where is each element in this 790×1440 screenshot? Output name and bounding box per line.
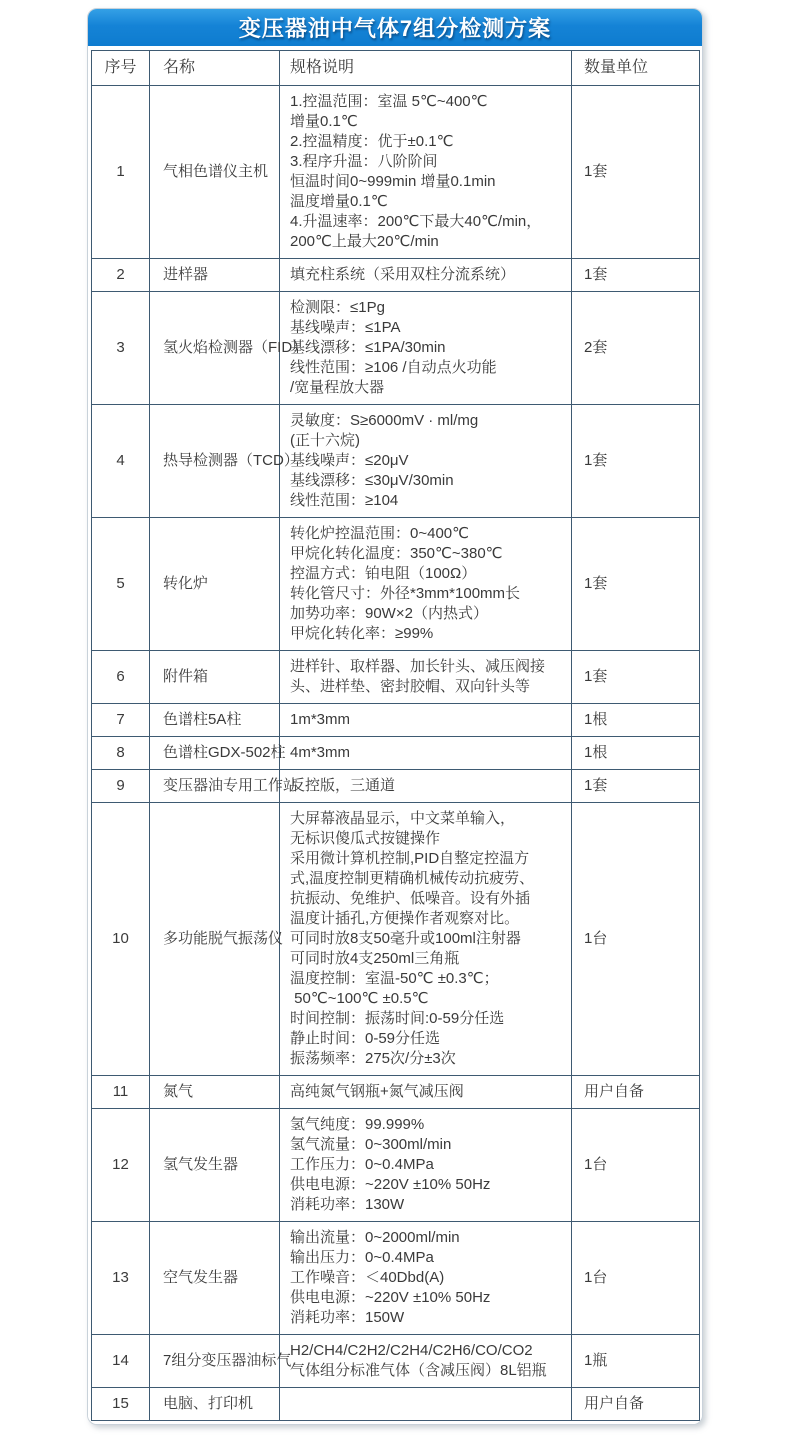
row-number-cell: 14 bbox=[92, 1335, 150, 1388]
row-number-cell: 6 bbox=[92, 651, 150, 704]
spec-line: 工作压力：0~0.4MPa bbox=[290, 1156, 434, 1173]
quantity-cell: 1套 bbox=[572, 259, 700, 292]
table-row bbox=[92, 737, 700, 770]
item-name-cell: 7组分变压器油标气 bbox=[150, 1335, 280, 1388]
spec-line: 氢气流量：0~300ml/min bbox=[290, 1136, 452, 1153]
spec-cell bbox=[280, 704, 572, 737]
spec-line: 恒温时间0~999min 增量0.1min bbox=[290, 173, 496, 190]
spec-line: 控温方式：铂电阻（100Ω） bbox=[290, 565, 477, 582]
table-row bbox=[92, 1335, 700, 1388]
spec-line: 检测限：≤1Pg bbox=[290, 299, 385, 316]
row-number-cell: 11 bbox=[92, 1076, 150, 1109]
table-row bbox=[92, 704, 700, 737]
spec-line: 工作噪音：＜40Dbd(A) bbox=[290, 1269, 445, 1286]
quantity-cell: 1根 bbox=[572, 704, 700, 737]
spec-line: 温度控制：室温-50℃ ±0.3℃； bbox=[290, 970, 499, 987]
item-name-cell: 附件箱 bbox=[150, 651, 280, 704]
spec-cell bbox=[280, 405, 572, 518]
spec-cell bbox=[280, 259, 572, 292]
item-name-cell: 变压器油专用工作站 bbox=[150, 770, 280, 803]
spec-cell bbox=[280, 86, 572, 259]
col-header-no: 序号 bbox=[92, 51, 150, 86]
table-wrapper bbox=[88, 46, 702, 1424]
item-name-cell: 空气发生器 bbox=[150, 1222, 280, 1335]
item-name-cell: 氮气 bbox=[150, 1076, 280, 1109]
spec-cell bbox=[280, 803, 572, 1076]
spec-line: 线性范围：≥104 bbox=[290, 492, 399, 509]
col-header-spec: 规格说明 bbox=[280, 51, 572, 86]
spec-line: 50℃~100℃ ±0.5℃ bbox=[290, 990, 429, 1007]
quantity-cell: 1台 bbox=[572, 803, 700, 1076]
spec-cell bbox=[280, 1388, 572, 1421]
spec-line: 供电电源：~220V ±10% 50Hz bbox=[290, 1289, 491, 1306]
item-name-cell: 进样器 bbox=[150, 259, 280, 292]
spec-line: (正十六烷) bbox=[290, 432, 360, 449]
item-name-cell: 气相色谱仪主机 bbox=[150, 86, 280, 259]
spec-line: 振荡频率：275次/分±3次 bbox=[290, 1050, 456, 1067]
quantity-cell: 用户自备 bbox=[572, 1076, 700, 1109]
spec-table-card bbox=[87, 8, 703, 1425]
quantity-cell: 1根 bbox=[572, 737, 700, 770]
spec-line: /宽量程放大器 bbox=[290, 379, 385, 396]
spec-line: 灵敏度：S≥6000mV · ml/mg bbox=[290, 412, 479, 429]
row-number-cell: 15 bbox=[92, 1388, 150, 1421]
header-row bbox=[92, 51, 700, 86]
col-header-qty: 数量单位 bbox=[572, 51, 700, 86]
row-number-cell: 12 bbox=[92, 1109, 150, 1222]
quantity-cell: 1套 bbox=[572, 651, 700, 704]
spec-line: 大屏幕液晶显示，中文菜单输入， bbox=[290, 810, 516, 827]
item-name-cell: 氢火焰检测器（FID） bbox=[150, 292, 280, 405]
table-row bbox=[92, 405, 700, 518]
spec-line: 可同时放8支50毫升或100ml注射器 bbox=[290, 930, 521, 947]
item-name-cell: 色谱柱5A柱 bbox=[150, 704, 280, 737]
spec-line: 转化炉控温范围：0~400℃ bbox=[290, 525, 469, 542]
spec-cell bbox=[280, 1109, 572, 1222]
spec-line: 填充柱系统（采用双柱分流系统） bbox=[290, 266, 516, 283]
spec-line: 加势功率：90W×2（内热式） bbox=[290, 605, 488, 622]
spec-line: 反控版，三通道 bbox=[290, 777, 396, 794]
table-row bbox=[92, 651, 700, 704]
spec-line: 采用微计算机控制,PID自整定控温方 bbox=[290, 850, 530, 867]
spec-cell bbox=[280, 770, 572, 803]
spec-line: 基线噪声：≤20μV bbox=[290, 452, 409, 469]
spec-line: 消耗功率：130W bbox=[290, 1196, 405, 1213]
item-name-cell: 氢气发生器 bbox=[150, 1109, 280, 1222]
table-row bbox=[92, 803, 700, 1076]
spec-line: 静止时间：0-59分任选 bbox=[290, 1030, 441, 1047]
table-row bbox=[92, 259, 700, 292]
spec-line: 输出流量：0~2000ml/min bbox=[290, 1229, 460, 1246]
spec-line: 甲烷化转化温度：350℃~380℃ bbox=[290, 545, 503, 562]
spec-line: 甲烷化转化率：≥99% bbox=[290, 625, 434, 642]
spec-line: 1.控温范围：室温 5℃~400℃ bbox=[290, 93, 488, 110]
item-name-cell: 转化炉 bbox=[150, 518, 280, 651]
quantity-cell: 1瓶 bbox=[572, 1335, 700, 1388]
spec-table bbox=[91, 50, 700, 1421]
spec-line: 线性范围：≥106 /自动点火功能 bbox=[290, 359, 497, 376]
table-row bbox=[92, 518, 700, 651]
spec-line: 基线漂移：≤1PA/30min bbox=[290, 339, 446, 356]
spec-line: 基线漂移：≤30μV/30min bbox=[290, 472, 454, 489]
spec-cell bbox=[280, 737, 572, 770]
quantity-cell: 用户自备 bbox=[572, 1388, 700, 1421]
row-number-cell: 1 bbox=[92, 86, 150, 259]
row-number-cell: 3 bbox=[92, 292, 150, 405]
spec-line: 温度计插孔,方便操作者观察对比。 bbox=[290, 910, 520, 927]
spec-line: 抗振动、免维护、低噪音。设有外插 bbox=[290, 890, 531, 907]
row-number-cell: 5 bbox=[92, 518, 150, 651]
table-row bbox=[92, 86, 700, 259]
spec-cell bbox=[280, 1076, 572, 1109]
spec-line: 200℃上最大20℃/min bbox=[290, 233, 439, 250]
item-name-cell: 热导检测器（TCD） bbox=[150, 405, 280, 518]
spec-line: 头、进样垫、密封胶帽、双向针头等 bbox=[290, 678, 531, 695]
item-name-cell: 色谱柱GDX-502柱 bbox=[150, 737, 280, 770]
row-number-cell: 9 bbox=[92, 770, 150, 803]
spec-line: 温度增量0.1℃ bbox=[290, 193, 388, 210]
quantity-cell: 2套 bbox=[572, 292, 700, 405]
spec-line: 式,温度控制更精确机械传动抗疲劳、 bbox=[290, 870, 535, 887]
item-name-cell: 多功能脱气振荡仪 bbox=[150, 803, 280, 1076]
spec-line: 增量0.1℃ bbox=[290, 113, 358, 130]
spec-cell bbox=[280, 518, 572, 651]
spec-cell bbox=[280, 1335, 572, 1388]
quantity-cell: 1台 bbox=[572, 1222, 700, 1335]
spec-line: 无标识傻瓜式按键操作 bbox=[290, 830, 441, 847]
row-number-cell: 8 bbox=[92, 737, 150, 770]
col-header-name: 名称 bbox=[150, 51, 280, 86]
spec-line: 消耗功率：150W bbox=[290, 1309, 405, 1326]
spec-line: 气体组分标准气体（含减压阀）8L铝瓶 bbox=[290, 1362, 547, 1379]
page-title: 变压器油中气体7组分检测方案 bbox=[238, 16, 552, 41]
spec-line: 氢气纯度：99.999% bbox=[290, 1116, 425, 1133]
table-row bbox=[92, 1109, 700, 1222]
spec-line: 高纯氮气钢瓶+氮气减压阀 bbox=[290, 1083, 464, 1100]
spec-line: 输出压力：0~0.4MPa bbox=[290, 1249, 434, 1266]
quantity-cell: 1套 bbox=[572, 518, 700, 651]
table-row bbox=[92, 292, 700, 405]
table-row bbox=[92, 1222, 700, 1335]
spec-line: 时间控制：振荡时间:0-59分任选 bbox=[290, 1010, 505, 1027]
quantity-cell: 1套 bbox=[572, 405, 700, 518]
spec-cell bbox=[280, 651, 572, 704]
spec-line: 转化管尺寸：外径*3mm*100mm长 bbox=[290, 585, 521, 602]
item-name-cell: 电脑、打印机 bbox=[150, 1388, 280, 1421]
table-row bbox=[92, 770, 700, 803]
quantity-cell: 1套 bbox=[572, 86, 700, 259]
table-row bbox=[92, 1388, 700, 1421]
row-number-cell: 7 bbox=[92, 704, 150, 737]
spec-cell bbox=[280, 292, 572, 405]
spec-line: H2/CH4/C2H2/C2H4/C2H6/CO/CO2 bbox=[290, 1342, 533, 1359]
spec-line: 4.升温速率：200℃下最大40℃/min， bbox=[290, 213, 542, 230]
row-number-cell: 10 bbox=[92, 803, 150, 1076]
title-bar bbox=[88, 9, 702, 46]
spec-line: 3.程序升温：八阶阶间 bbox=[290, 153, 438, 170]
quantity-cell: 1台 bbox=[572, 1109, 700, 1222]
row-number-cell: 2 bbox=[92, 259, 150, 292]
spec-line: 2.控温精度：优于±0.1℃ bbox=[290, 133, 454, 150]
table-row bbox=[92, 1076, 700, 1109]
spec-line: 供电电源：~220V ±10% 50Hz bbox=[290, 1176, 491, 1193]
spec-line: 进样针、取样器、加长针头、减压阀接 bbox=[290, 658, 546, 675]
spec-cell bbox=[280, 1222, 572, 1335]
spec-line: 基线噪声：≤1PA bbox=[290, 319, 401, 336]
spec-line: 4m*3mm bbox=[290, 744, 351, 761]
quantity-cell: 1套 bbox=[572, 770, 700, 803]
row-number-cell: 4 bbox=[92, 405, 150, 518]
spec-line: 1m*3mm bbox=[290, 711, 351, 728]
spec-line: 可同时放4支250ml三角瓶 bbox=[290, 950, 460, 967]
row-number-cell: 13 bbox=[92, 1222, 150, 1335]
